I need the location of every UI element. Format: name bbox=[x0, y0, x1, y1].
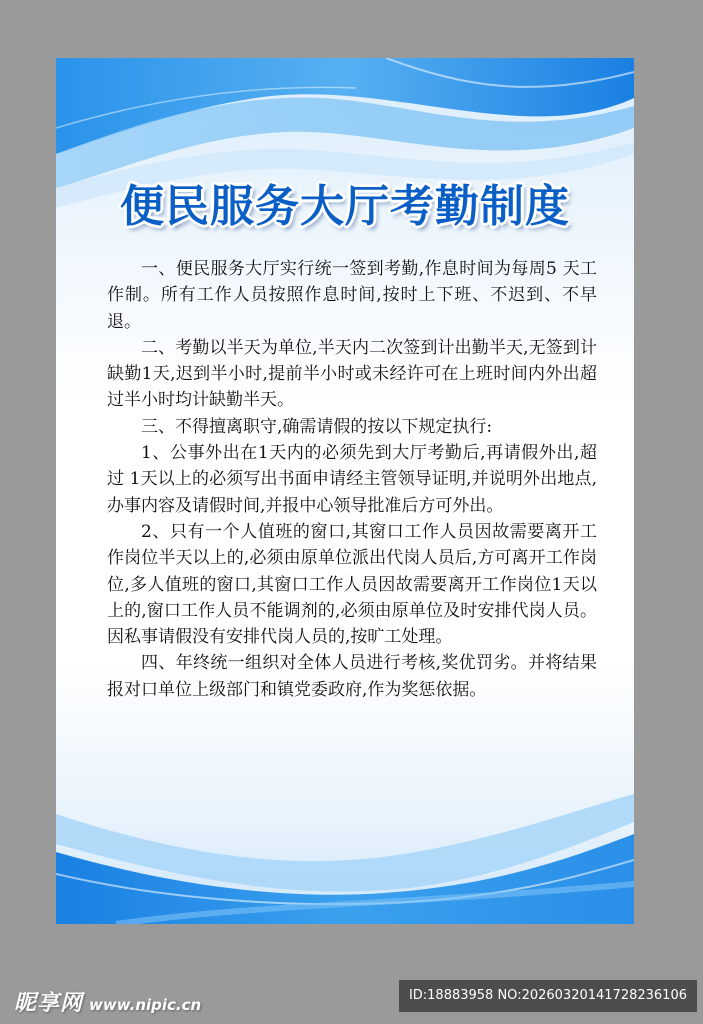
rule-paragraph-4: 四、年终统一组织对全体人员进行考核,奖优罚劣。并将结果报对口单位上级部门和镇党委政府,作为奖惩依据。 bbox=[107, 653, 597, 700]
rules-body bbox=[107, 256, 597, 703]
poster bbox=[56, 58, 634, 924]
watermark-logo bbox=[14, 986, 201, 1017]
watermark-site-name: 昵享网 bbox=[14, 991, 84, 1016]
rule-paragraph-3-1: 1、公事外出在1天内的必须先到大厅考勤后,再请假外出,超过 1天以上的必须写出书面申请经主管领导证明,并说明外出地点,办事内容及请假时间,并报中心领导批准后方可外出。 bbox=[107, 443, 597, 516]
rule-paragraph-1: 一、便民服务大厅实行统一签到考勤,作息时间为每周5 天工作制。所有工作人员按照作息时间,按时上下班、不迟到、不早退。 bbox=[107, 259, 597, 332]
rule-paragraph-2: 二、考勤以半天为单位,半天内二次签到计出勤半天,无签到计缺勤1天,迟到半小时,提前半小时或未经许可在上班时间内外出超过半小时均计缺勤半天。 bbox=[107, 337, 597, 411]
page-title: 便民服务大厅考勤制度 bbox=[120, 181, 570, 232]
rule-paragraph-3-2: 2、只有一个人值班的窗口,其窗口工作人员因故需要离开工作岗位半天以上的,必须由原单位派出代岗人员后,方可离开工作岗位,多人值班的窗口,其窗口工作人员因故需要离开工作岗位1天以上的,窗口工作人员不能调剂的,必须由原单位及时安排代岗人员。因私事请假没有安排代岗人员的,按旷工处理。 bbox=[107, 521, 597, 648]
rule-paragraph-3: 三、不得擅离职守,确需请假的按以下规定执行: bbox=[141, 416, 493, 437]
bottom-wave-decoration bbox=[56, 774, 634, 924]
watermark-id-label: ID:18883958 NO:20260320141728236106 bbox=[399, 980, 697, 1012]
watermark-url: www.nipic.cn bbox=[89, 996, 202, 1014]
